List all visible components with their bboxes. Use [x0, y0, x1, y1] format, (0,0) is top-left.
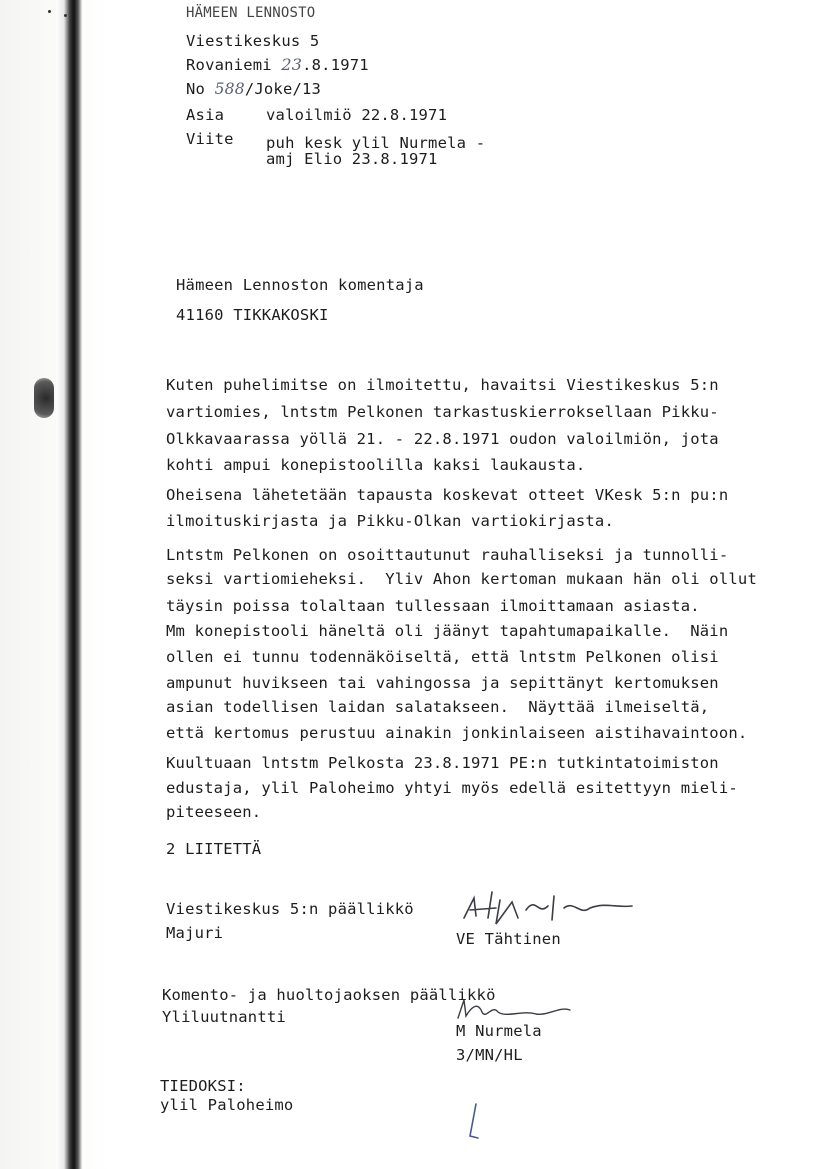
body-line: ollen ei tunnu todennäköiseltä, että lntstm Pelkonen olisi	[166, 648, 719, 666]
body-line: ampunut huvikseen tai vahingossa ja sepittänyt kertomuksen	[166, 674, 719, 692]
reference-value-line-1: puh kesk ylil Nurmela -	[266, 134, 486, 152]
signature-1-rank: Majuri	[166, 924, 224, 942]
body-line: seksi vartiomieheksi. Yliv Ahon kertoman mukaan hän oli ollut	[166, 570, 757, 588]
body-line: kohti ampui konepistoolilla kaksi laukausta.	[166, 456, 586, 474]
signature-2-reference: 3/MN/HL	[456, 1046, 523, 1064]
signature-1-name: VE Tähtinen	[456, 930, 561, 948]
body-line: Oheisena lähetetään tapausta koskevat otteet VKesk 5:n pu:n	[166, 486, 729, 504]
cc-label: TIEDOKSI:	[160, 1077, 246, 1095]
signature-2-name: M Nurmela	[456, 1022, 542, 1040]
body-line: täysin poissa tolaltaan tullessaan ilmoittamaan asiasta.	[166, 597, 700, 615]
attachments-note: 2 LIITETTÄ	[166, 840, 262, 858]
body-line: Mm konepistooli häneltä oli jäänyt tapahtumapaikalle. Näin	[166, 622, 729, 640]
scan-speck	[48, 10, 51, 13]
signature-1-title: Viestikeskus 5:n päällikkö	[166, 900, 414, 918]
signature-2-title: Komento- ja huoltojaoksen päällikkö	[162, 986, 496, 1004]
body-line: Olkkavaarassa yöllä 21. - 22.8.1971 oudon valoilmiön, jota	[166, 430, 719, 448]
reference-value-line-2: amj Elio 23.8.1971	[266, 150, 438, 168]
binder-edge-shadow	[56, 0, 82, 1169]
cc-recipient: ylil Paloheimo	[160, 1096, 294, 1114]
subject-label: Asia	[186, 106, 225, 124]
body-line: asian todellisen laidan salatakseen. Näyttää ilmeiseltä,	[166, 698, 710, 716]
place-date-prefix: Rovaniemi	[186, 56, 272, 74]
punch-hole	[34, 378, 54, 418]
body-line: edustaja, ylil Paloheimo yhtyi myös edellä esitettyyn mieli-	[166, 779, 738, 797]
signature-2-rank: Yliluutnantti	[162, 1008, 286, 1026]
body-line: Lntstm Pelkonen on osoittautunut rauhalliseksi ja tunnolli-	[166, 546, 729, 564]
recipient-line-2: 41160 TIKKAKOSKI	[176, 306, 329, 324]
letterhead-unit: Viestikeskus 5	[186, 32, 320, 50]
scan-speck	[64, 14, 67, 17]
number-suffix: /Joke/13	[244, 80, 322, 98]
number-prefix: No	[186, 80, 206, 98]
body-line: että kertomus perustuu ainakin jonkinlaiseen aistihavaintoon.	[166, 724, 748, 742]
recipient-line-1: Hämeen Lennoston komentaja	[176, 276, 424, 294]
place-date-suffix: .8.1971	[302, 56, 369, 74]
body-line: Kuultuaan lntstm Pelkosta 23.8.1971 PE:n tutkintatoimiston	[166, 754, 719, 772]
body-line: vartiomies, lntstm Pelkonen tarkastuskierroksellaan Pikku-	[166, 403, 719, 421]
place-date-line	[186, 56, 369, 74]
reference-label: Viite	[186, 130, 234, 148]
number-handwritten: 588	[214, 80, 245, 98]
subject-value: valoilmiö 22.8.1971	[266, 106, 448, 124]
document-number-line	[186, 80, 321, 98]
letterhead-unit-top: HÄMEEN LENNOSTO	[186, 5, 316, 21]
body-line: Kuten puhelimitse on ilmoitettu, havaitsi Viestikeskus 5:n	[166, 376, 719, 394]
body-line: ilmoituskirjasta ja Pikku-Olkan vartiokirjasta.	[166, 512, 614, 530]
place-date-handwritten-day: 23	[281, 55, 303, 74]
body-line: piteeseen.	[166, 803, 262, 821]
